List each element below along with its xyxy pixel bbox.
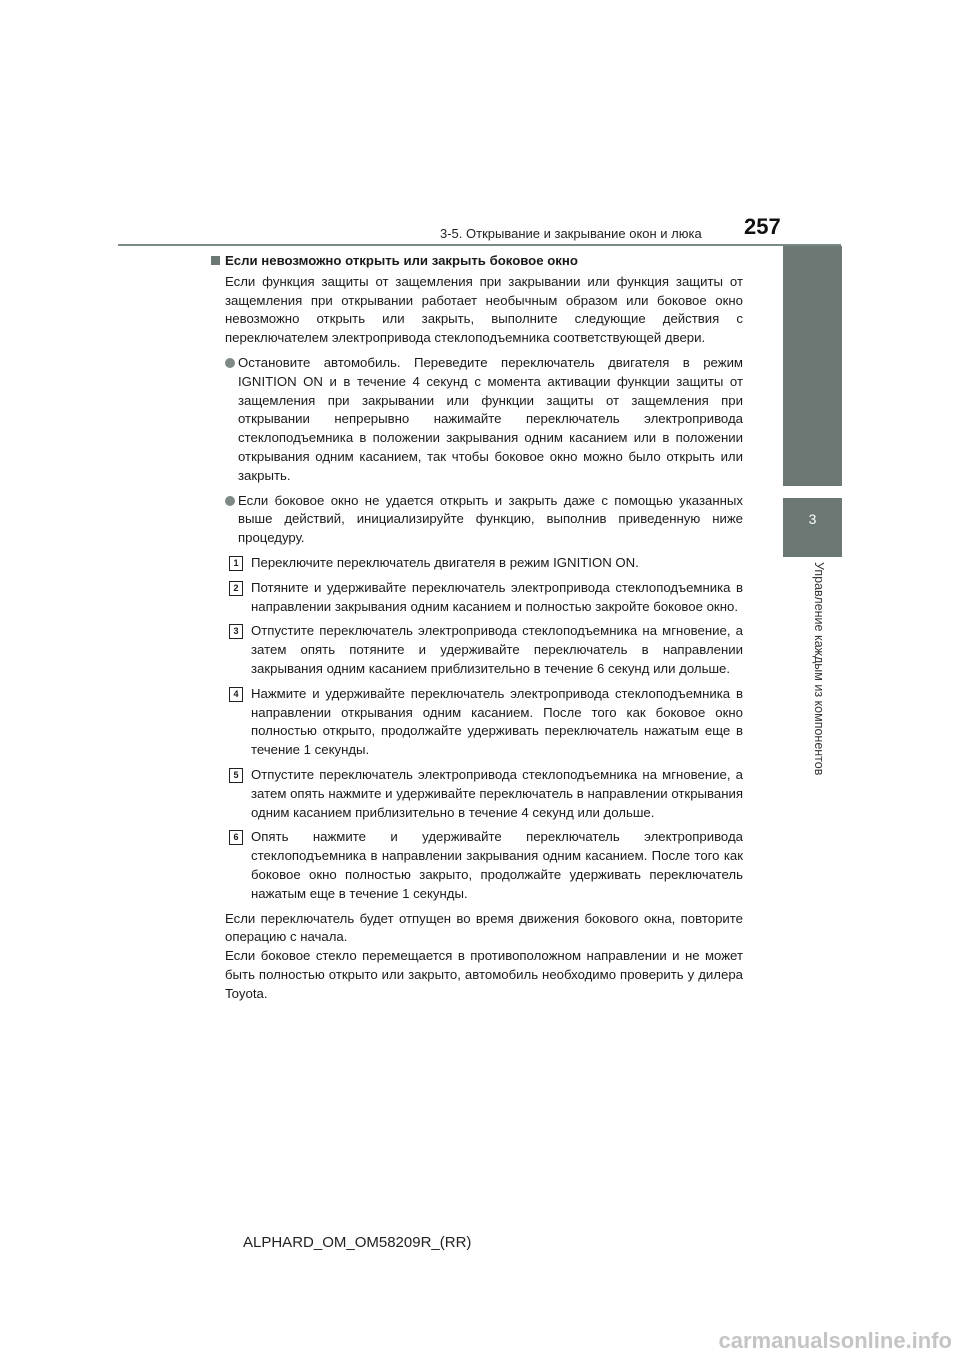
section-heading-text: Если невозможно открыть или закрыть боковое окно: [225, 253, 578, 268]
closing-paragraph-2: Если боковое стекло перемещается в противоположном направлении и не может быть полностью открыто или закрыто, автомобиль необходимо проверить у дилера Toyota.: [225, 948, 743, 1001]
circle-bullet-icon: [225, 358, 235, 368]
chapter-number: 3: [808, 511, 817, 527]
step-item: [225, 685, 743, 760]
page-number: 257: [744, 214, 781, 239]
step-item: [225, 828, 743, 903]
document-code: ALPHARD_OM_OM58209R_(RR): [243, 1234, 472, 1251]
square-bullet-icon: [211, 256, 220, 265]
chapter-tab: [783, 498, 842, 557]
step-item: [225, 766, 743, 822]
step-item: [225, 554, 743, 573]
chapter-title: Управление каждым из компонентов: [812, 562, 826, 776]
step-number: 6: [229, 830, 243, 845]
header-section-title: 3-5. Открывание и закрывание окон и люка: [440, 226, 702, 241]
step-number: 5: [229, 768, 243, 783]
step-number: 2: [229, 581, 243, 596]
step-text: Опять нажмите и удерживайте переключатель электропривода стеклоподъемника в направлении закрывания одним касанием. После того как боковое окно полностью закрыто, продолжайте удерживать переключатель нажатым еще в течение 1 секунды.: [251, 829, 743, 901]
watermark: carmanualsonline.info: [718, 1328, 952, 1353]
section-heading: [225, 252, 743, 271]
step-text: Отпустите переключатель электропривода стеклоподъемника на мгновение, а затем опять нажмите и удерживайте переключатель в направлении открывания одним касанием приблизительно в течение 4 секунд или дольше.: [251, 766, 743, 820]
closing-paragraph-1: Если переключатель будет отпущен во время движения бокового окна, повторите операцию с начала.: [225, 910, 743, 945]
step-text: Нажмите и удерживайте переключатель электропривода стеклоподъемника в направлении открывания одним касанием. После того как боковое окно полностью открыто, продолжайте удерживать переключатель нажатым еще в течение 1 секунды.: [251, 685, 743, 758]
main-content: [225, 252, 743, 1003]
step-item: [225, 622, 743, 678]
bullet-item: [225, 354, 743, 486]
step-item: [225, 579, 743, 617]
step-text: Потяните и удерживайте переключатель электропривода стеклоподъемника в направлении закрывания одним касанием и полностью закройте боковое окно.: [251, 579, 743, 614]
circle-bullet-icon: [225, 496, 235, 506]
step-text: Переключите переключатель двигателя в режим IGNITION ON.: [251, 554, 639, 570]
step-number: 1: [229, 556, 243, 571]
chapter-side-bar: [783, 246, 842, 486]
bullet-text: Если боковое окно не удается открыть и закрыть даже с помощью указанных выше действий, инициализируйте функцию, выполнив приведенную ниже процедуру.: [238, 492, 743, 546]
bullet-text: Остановите автомобиль. Переведите переключатель двигателя в режим IGNITION ON и в течение 4 секунд с момента активации функции защиты от защемления при закрывании или функции защиты от защемления при открывании непрерывно нажимайте переключатель электропривода стеклоподъемника в положении закрывания одним касанием или в положении открывания одним касанием, так чтобы боковое окно можно было открыть или закрыть.: [238, 354, 743, 483]
bullet-item: [225, 492, 743, 548]
intro-paragraph: Если функция защиты от защемления при закрывании или функция защиты от защемления при открывании работает необычным образом или боковое окно невозможно открыть или закрыть, выполните следующие действия с переключателем электропривода стеклоподъемника соответствующей двери.: [225, 273, 743, 346]
step-text: Отпустите переключатель электропривода стеклоподъемника на мгновение, а затем опять потяните и удерживайте переключатель в направлении закрывания одним касанием приблизительно в течение 6 секунд или дольше.: [251, 623, 743, 676]
header-divider: [118, 244, 841, 246]
step-number: 3: [229, 624, 243, 639]
step-number: 4: [229, 687, 243, 702]
